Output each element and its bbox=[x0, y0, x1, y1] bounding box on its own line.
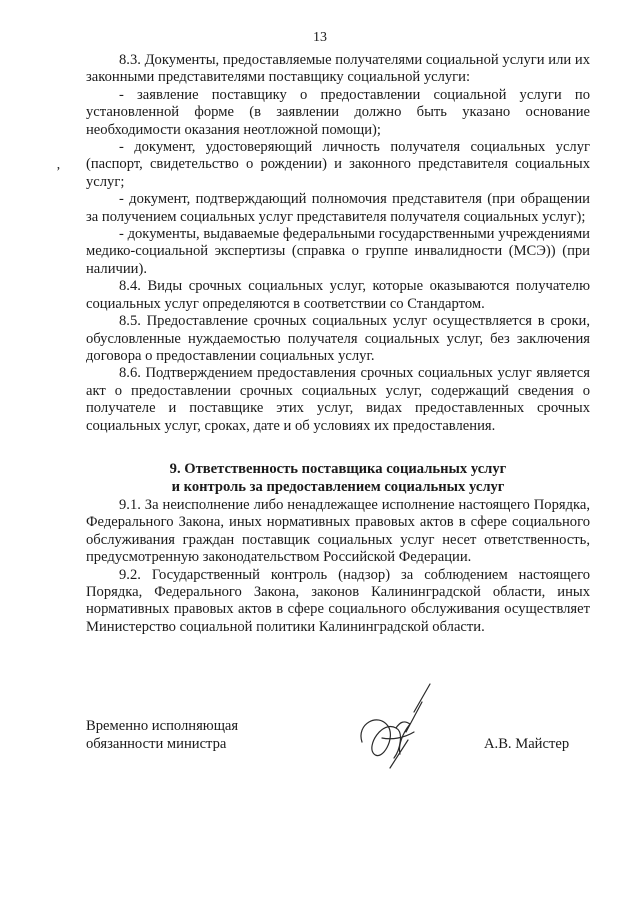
handwritten-signature bbox=[352, 680, 442, 770]
signatory-title-line-1: Временно исполняющая bbox=[86, 718, 239, 734]
signatory-title bbox=[86, 717, 238, 753]
list-item-mse-documents: - документы, выдаваемые федеральными государственными учреждениями медико-социальной экспертизы (справка о группе инвалидности (МСЭ)) (при наличии). bbox=[86, 226, 590, 277]
document-body bbox=[86, 52, 590, 636]
list-item-identity-document: - документ, удостоверяющий личность получателя социальных услуг (паспорт, свидетельство о рождении) и законного представителя социальных услуг; bbox=[86, 139, 590, 190]
paragraph-8-5: 8.5. Предоставление срочных социальных услуг осуществляется в сроки, обусловленные нуждаемостью получателя социальных услуг, без заключения договора о предоставлении социальных услуг. bbox=[86, 313, 590, 364]
list-item-application: - заявление поставщику о предоставлении социальной услуги по установленной форме (в заявлении должно быть указано основание необходимости оказания неотложной помощи); bbox=[86, 86, 590, 138]
page-number: 13 bbox=[313, 30, 327, 45]
paragraph-8-6: 8.6. Подтверждением предоставления срочных социальных услуг является акт о предоставлении срочных социальных услуг, содержащий сведения о получателе и поставщике этих услуг, видах предоставленных срочных социальных услуг, сроках, дате и об условиях их предоставления. bbox=[86, 365, 590, 434]
list-item-authority-document: - документ, подтверждающий полномочия представителя (при обращении за получением социальных услуг представителя получателя социальных услуг); bbox=[86, 191, 590, 225]
paragraph-9-2: 9.2. Государственный контроль (надзор) за соблюдением настоящего Порядка, Федерального Закона, законов Калининградской области, иных нормативных правовых актов в сфере социального обслуживания осуществляет Министерство социальной политики Калининградской области. bbox=[86, 566, 590, 635]
margin-mark: ’ bbox=[56, 165, 61, 180]
signatory-name: А.В. Майстер bbox=[484, 736, 570, 752]
paragraph-9-1: 9.1. За неисполнение либо ненадлежащее исполнение настоящего Порядка, Федерального Закона, иных нормативных правовых актов в сфере социального обслуживания граждан поставщик социальных услуг несет ответственность, предусмотренную законодательством Российской Федерации. bbox=[86, 496, 590, 566]
paragraph-8-4: 8.4. Виды срочных социальных услуг, которые оказываются получателю социальных услуг определяются в соответствии со Стандартом. bbox=[86, 278, 590, 312]
section-9-heading bbox=[86, 460, 590, 496]
section-9-heading-line-1: 9. Ответственность поставщика социальных услуг bbox=[169, 460, 507, 477]
section-9-heading-line-2: и контроль за предоставлением социальных услуг bbox=[171, 478, 505, 495]
paragraph-8-3: 8.3. Документы, предоставляемые получателями социальной услуги или их законными представителями поставщику социальной услуги: bbox=[86, 52, 590, 86]
signatory-title-line-2: обязанности министра bbox=[86, 736, 227, 752]
